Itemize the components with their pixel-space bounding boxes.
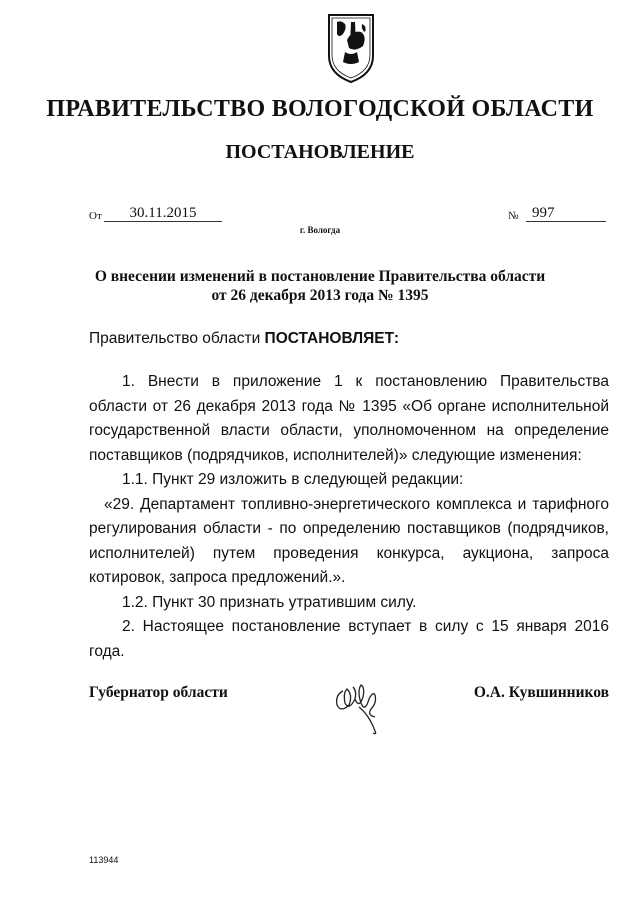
signature-block: [89, 681, 609, 741]
document-number: 997: [526, 205, 606, 222]
signatory-role: Губернатор области: [89, 684, 228, 701]
city-label: г. Вологда: [299, 225, 341, 235]
paragraph-1-2: 1.2. Пункт 30 признать утратившим силу.: [122, 593, 417, 611]
document-type: ПОСТАНОВЛЕНИЕ: [225, 141, 415, 163]
document-subject: [0, 267, 640, 305]
document-code: 113944: [89, 855, 119, 865]
date-label: От: [89, 210, 102, 222]
decree-intro: [89, 330, 399, 348]
decree-intro-text: Правительство области: [89, 330, 265, 347]
paragraph-1: 1. Внести в приложение 1 к постановлению Правительства области от 26 декабря 2013 года № 1395 «Об органе исполнительной государственной власти области, уполномоченном на определение поставщиков (подрядчиков, исполнителей)» следующие изменения:: [89, 373, 609, 464]
handwritten-signature: [329, 669, 399, 739]
subject-line-1: О внесении изменений в постановление Правительства области: [94, 268, 546, 285]
paragraph-2: 2. Настоящее постановление вступает в силу с 15 января 2016 года.: [89, 618, 609, 660]
vologda-coat-of-arms-icon: [325, 12, 377, 84]
number-label: №: [508, 210, 519, 222]
paragraph-29-text: «29. Департамент топливно-энергетического комплекса и тарифного регулирования области - по определению поставщиков (подрядчиков, исполнителей) путем проведения конкурса, аукциона, запроса котировок, запроса предложений.».: [89, 495, 609, 586]
document-body: [89, 370, 609, 664]
document-date: 30.11.2015: [104, 205, 222, 222]
paragraph-1-1: 1.1. Пункт 29 изложить в следующей редакции:: [122, 471, 464, 488]
government-title: ПРАВИТЕЛЬСТВО ВОЛОГОДСКОЙ ОБЛАСТИ: [46, 96, 594, 122]
subject-line-2: от 26 декабря 2013 года № 1395: [211, 287, 429, 304]
decree-keyword: ПОСТАНОВЛЯЕТ:: [264, 330, 400, 347]
signatory-name: О.А. Кувшинников: [473, 684, 609, 701]
